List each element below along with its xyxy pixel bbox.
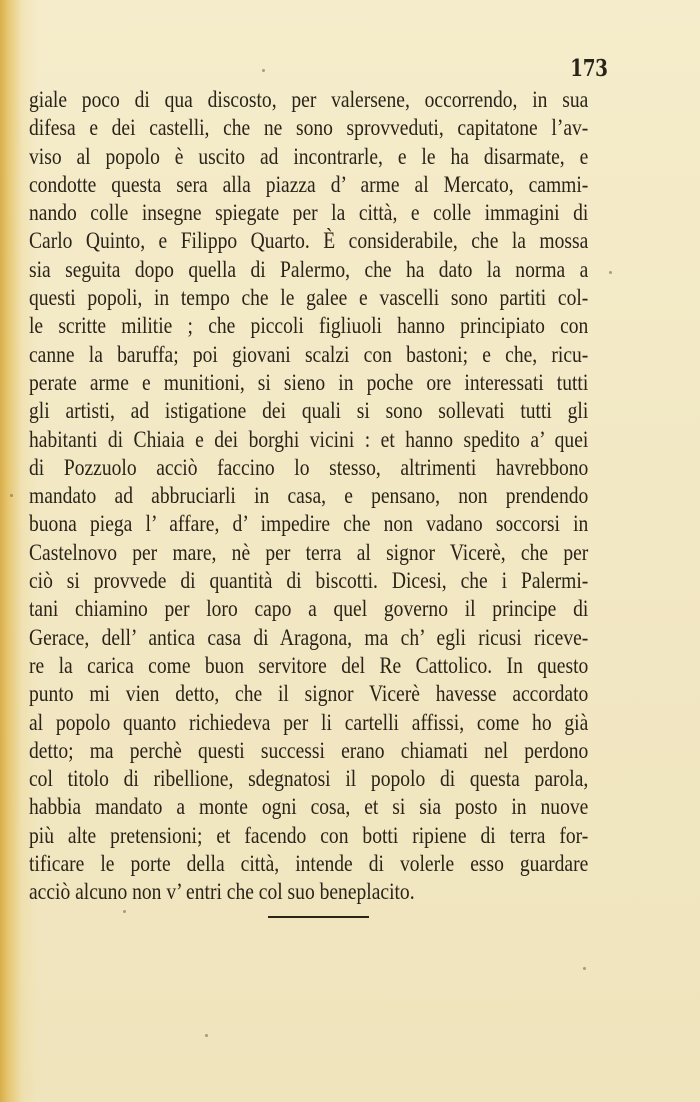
text-line: mandato ad abbruciarli in casa, e pensano, non prendendo <box>29 483 589 509</box>
text-line: condotte questa sera alla piazza d’ arme al Mercato, cammi- <box>29 171 589 197</box>
text-line: di Pozzuolo acciò faccino lo stesso, altrimenti havrebbono <box>29 454 589 480</box>
text-line: ciò si provvede di quantità di biscotti. Dicesi, che i Palermi- <box>29 568 589 594</box>
paper-speck <box>609 271 612 274</box>
paper-speck <box>123 910 126 913</box>
text-line: al popolo quanto richiedeva per li cartelli affissi, come ho già <box>29 709 589 735</box>
text-line: questi popoli, in tempo che le galee e vascelli sono partiti col- <box>29 285 589 311</box>
section-divider <box>268 916 369 918</box>
paper-speck <box>262 69 265 72</box>
text-line: punto mi vien detto, che il signor Vicerè havesse accordato <box>29 681 589 707</box>
text-line: difesa e dei castelli, che ne sono sprovveduti, capitatone l’av- <box>29 115 589 141</box>
text-line: acciò alcuno non v’ entri che col suo beneplacito. <box>29 879 415 905</box>
text-line: Gerace, dell’ antica casa di Aragona, ma ch’ egli ricusi riceve- <box>29 624 589 650</box>
text-line: gli artisti, ad istigatione dei quali si sono sollevati tutti gli <box>29 398 589 424</box>
text-line: tificare le porte della città, intende di volerle esso guardare <box>29 851 589 877</box>
text-line: Carlo Quinto, e Filippo Quarto. È considerabile, che la mossa <box>29 228 589 254</box>
body-text <box>29 86 589 907</box>
text-line: canne la baruffa; poi giovani scalzi con bastoni; e che, ricu- <box>29 341 589 367</box>
page-number: 173 <box>570 55 608 82</box>
text-line: habitanti di Chiaia e dei borghi vicini : et hanno spedito a’ quei <box>29 426 589 452</box>
text-line: re la carica come buon servitore del Re Cattolico. In questo <box>29 652 589 678</box>
text-line: buona piega l’ affare, d’ impedire che non vadano soccorsi in <box>29 511 589 537</box>
text-line: nando colle insegne spiegate per la città, e colle immagini di <box>29 200 589 226</box>
text-line: sia seguita dopo quella di Palermo, che ha dato la norma a <box>29 256 589 282</box>
text-line: perate arme e munitioni, si sieno in poche ore interessati tutti <box>29 369 589 395</box>
text-line: giale poco di qua discosto, per valersene, occorrendo, in sua <box>29 87 589 112</box>
text-line: habbia mandato a monte ogni cosa, et si sia posto in nuove <box>29 794 589 820</box>
text-line: le scritte militie ; che piccoli figliuoli hanno principiato con <box>29 313 589 339</box>
text-line: detto; ma perchè questi successi erano chiamati nel perdono <box>29 737 589 763</box>
text-line: viso al popolo è uscito ad incontrarle, e le ha disarmate, e <box>29 143 589 169</box>
paper-speck <box>205 1034 208 1037</box>
paper-speck <box>583 967 586 970</box>
text-line: tani chiamino per loro capo a quel governo il principe di <box>29 596 589 622</box>
text-line: più alte pretensioni; et facendo con botti ripiene di terra for- <box>29 822 589 848</box>
text-line: Castelnovo per mare, nè per terra al signor Vicerè, che per <box>29 539 589 565</box>
paper-speck <box>10 494 13 497</box>
text-line: col titolo di ribellione, sdegnatosi il popolo di questa parola, <box>29 766 589 792</box>
